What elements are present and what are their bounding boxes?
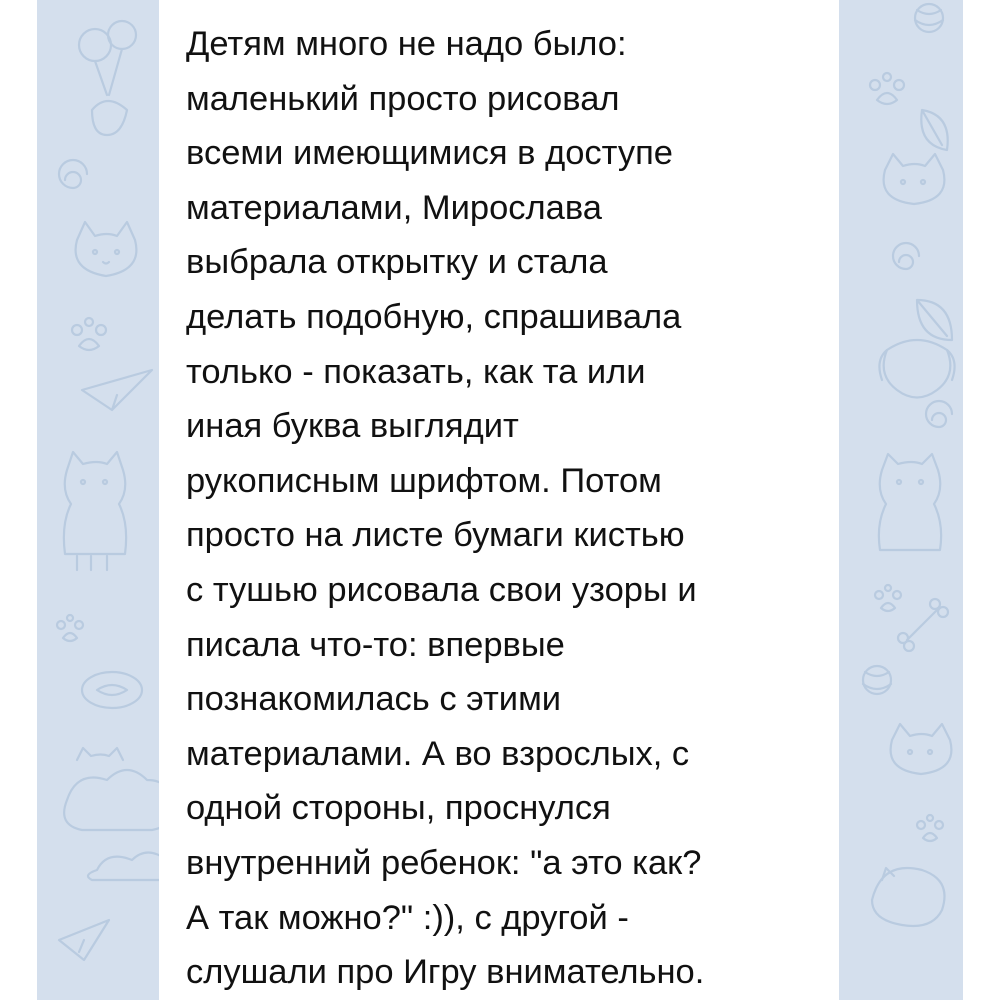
paw-icon [870, 73, 904, 104]
leaf-icon [917, 300, 952, 340]
dog-face-icon [879, 340, 954, 398]
sleeping-cat-icon [872, 868, 945, 926]
cloud-cat-icon [64, 748, 170, 830]
cat-face-icon [891, 724, 952, 774]
yarn-ball-icon [863, 666, 891, 694]
message-line: познакомилась с этими [186, 680, 562, 719]
bone-icon [898, 599, 948, 651]
message-line: одной стороны, проснулся [186, 789, 611, 828]
sitting-cat-icon [64, 452, 126, 570]
message-line: делать подобную, спрашивала [186, 297, 682, 336]
paw-icon [57, 615, 83, 641]
message-line: только - показать, как та или [186, 352, 646, 391]
balloon-cat-icon [79, 21, 136, 135]
paw-icon [917, 815, 943, 841]
message-line: материалами. А во взрослых, с [186, 734, 690, 773]
message-line: с тушью рисовала свои узоры и [186, 570, 697, 609]
message-line: писала что-то: впервые [186, 625, 565, 664]
cat-face-icon [884, 154, 945, 204]
message-text [186, 17, 836, 1000]
message-line: слушали про Игру внимательно. [186, 953, 705, 992]
paper-plane-icon [82, 370, 152, 410]
leaf-icon [921, 110, 947, 150]
message-line: всеми имеющимися в доступе [186, 134, 673, 173]
fish-icon [82, 672, 142, 708]
yarn-ball-icon [915, 4, 943, 32]
message-line: А так можно?" :)), с другой - [186, 898, 629, 937]
cat-face-icon [76, 222, 137, 276]
spiral-icon [926, 401, 952, 427]
spiral-icon [59, 160, 87, 188]
message-line: рукописным шрифтом. Потом [186, 461, 662, 500]
message-line: иная буква выглядит [186, 407, 519, 446]
sitting-cat-icon [879, 454, 941, 550]
message-line: материалами, Мирослава [186, 188, 602, 227]
message-line: Детям много не надо было: [186, 25, 627, 63]
spiral-icon [893, 243, 919, 269]
message-line: маленький просто рисовал [186, 79, 620, 118]
paper-plane-icon [59, 920, 109, 960]
paw-icon [875, 585, 901, 611]
message-line: просто на листе бумаги кистью [186, 516, 685, 555]
message-line: внутренний ребенок: "а это как? [186, 843, 702, 882]
paw-icon [72, 318, 106, 350]
message-line: выбрала открытку и стала [186, 243, 608, 282]
